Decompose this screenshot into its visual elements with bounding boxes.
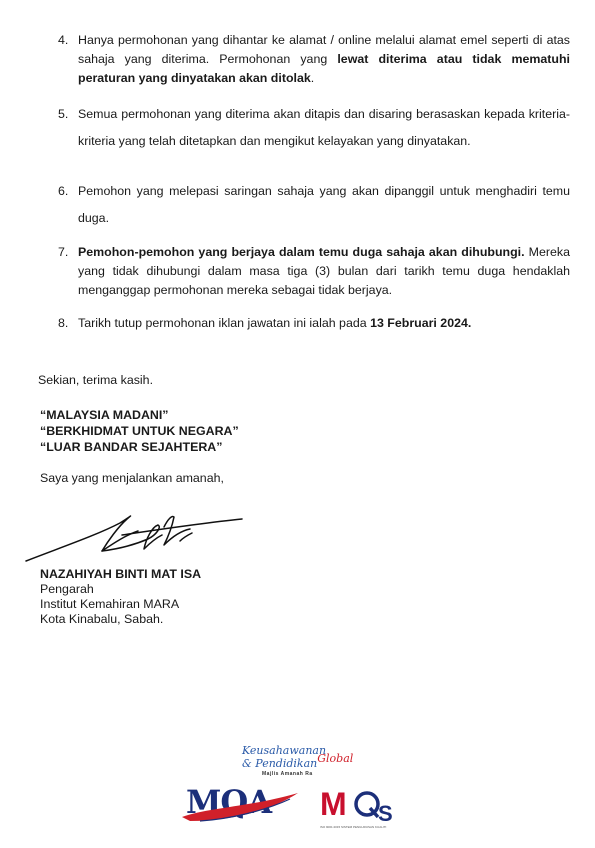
text-run: Semua permohonan yang diterima akan ditapis dan disaring berasaskan kepada kriteria-kriteria yang telah ditetapkan dan mengikut kelayakan yang dinyatakan. [78,107,570,148]
closing-text: Sekian, terima kasih. [38,373,154,387]
signatory-organization: Institut Kemahiran MARA [40,597,180,611]
paragraph-8 [58,314,570,333]
mqa-letters: MQA [186,783,272,821]
text-run-bold: 13 Februari 2024. [370,316,472,330]
motto-2: “BERKHIDMAT UNTUK NEGARA” [40,424,239,438]
motto-3: “LUAR BANDAR SEJAHTERA” [40,440,223,454]
paragraph-4 [58,31,570,88]
text-run: Hanya permohonan yang dihantar ke alamat / online melalui alamat emel seperti di atas sahaja yang diterima. Permohonan yang [78,33,570,66]
paragraph-text [78,31,570,88]
tagline-line-1: Keusahawanan [242,744,327,757]
footer-logos [180,745,430,845]
paragraph-text [78,314,570,333]
mqa-logo [180,777,305,829]
paragraph-text [78,178,570,232]
tagline-pendidikan: & Pendidikan [242,757,318,770]
motto-1: “MALAYSIA MADANI” [40,408,169,422]
mqs-letter-m: M [320,786,347,822]
paragraph-7 [58,243,570,300]
paragraph-number: 6. [58,184,69,198]
tagline-global: Global [317,752,354,765]
signatory-name: NAZAHIYAH BINTI MAT ISA [40,567,202,581]
signatory-title: Pengarah [40,582,94,596]
paragraph-text [78,101,570,155]
paragraph-5 [58,101,570,155]
text-run-bold: Pemohon-pemohon yang berjaya dalam temu duga sahaja akan dihubungi. [78,245,525,259]
paragraph-number: 4. [58,33,69,47]
text-run: Tarikh tutup permohonan iklan jawatan ini ialah pada [78,316,371,330]
paragraph-text [78,243,570,300]
paragraph-6 [58,178,570,232]
text-run: Mereka yang tidak dihubungi dalam masa tiga (3) bulan dari tarikh temu duga hendaklah menganggap permohonan mereka sebagai tidak berjaya. [78,245,570,297]
trust-line: Saya yang menjalankan amanah, [40,471,224,485]
text-run-bold: lewat diterima atau tidak mematuhi peraturan yang dinyatakan akan ditolak [78,52,570,85]
signature-image [22,505,247,567]
mqs-letter-s: S [378,801,393,826]
paragraph-number: 8. [58,316,69,330]
council-label: Majlis Amanah Ra [262,771,313,777]
mqs-caption: ISO 9001:2015 SISTEM PENGURUSAN KUALITI [320,825,387,829]
signatory-location: Kota Kinabalu, Sabah. [40,612,164,626]
tagline-line-2 [242,752,372,770]
paragraph-number: 7. [58,245,69,259]
keusahawanan-tagline-logo [242,745,372,778]
text-run: Pemohon yang melepasi saringan sahaja yang akan dipanggil untuk menghadiri temu duga. [78,184,570,225]
text-run: . [310,71,315,85]
paragraph-number: 5. [58,107,69,121]
mqs-logo [318,781,413,831]
